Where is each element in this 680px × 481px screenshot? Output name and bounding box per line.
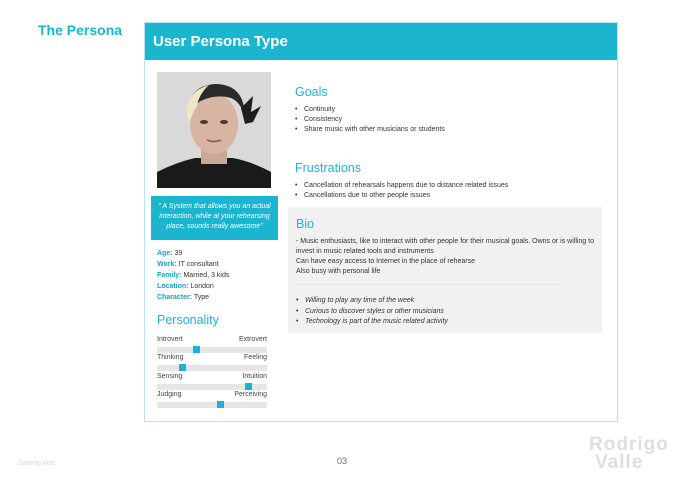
section-title: The Persona [38,22,123,38]
list-item: • Cancellation of rehearsals happens due to distance related issues [295,181,508,191]
info-character [157,292,229,303]
info-value: London [190,283,214,290]
trait-knob [193,346,200,353]
persona-info [157,248,229,303]
brand-line: Valle [595,452,644,473]
list-item: • Continuity [295,105,445,115]
list-item: • Technology is part of the music related activity [296,317,448,328]
bio-title: Bio [296,217,315,231]
goals-list [295,105,445,135]
trait-left-label: Sensing [157,373,183,380]
trait-track [157,365,267,371]
trait-thinking-feeling [157,354,267,374]
list-item: • Share music with other musicians or students [295,125,445,135]
card-title: User Persona Type [153,33,288,50]
trait-right-label: Perceiving [234,391,267,398]
trait-right-label: Extrovert [238,336,267,343]
trait-track [157,402,267,408]
info-value: 39 [174,250,183,257]
bio-line: - Music enthusiasts, like to interact with other people for their musical goals. Owns or is willing to invest in music related tools and instruments [296,238,595,255]
bio-text [296,237,596,277]
info-value: IT consultant [178,261,219,268]
card-header [145,23,617,60]
info-work [157,259,229,270]
info-label: Location: [157,283,189,290]
bio-panel [288,207,602,333]
trait-left-label: Thinking [157,354,184,361]
personality-title: Personality [157,313,219,327]
brand-logo [589,436,669,472]
trait-introvert-extrovert [157,336,267,356]
bio-line: Also busy with personal life [296,268,381,275]
trait-knob [179,364,186,371]
frustrations-title: Frustrations [295,161,361,175]
persona-portrait-image [157,72,271,188]
trait-left-label: Judging [157,391,182,398]
info-family [157,270,229,281]
trait-knob [245,383,252,390]
trait-right-label: Intuition [242,373,267,380]
persona-card [144,22,618,422]
brand-line: Rodrigo [589,434,669,455]
trait-track [157,347,267,353]
persona-quote: " A System that allows you an actual interaction, while at your rehearsing place, sounds really awesome" [151,196,278,240]
list-item: • Willing to play any time of the week [296,296,448,307]
footer-project-name: Jammp ooo [18,460,55,467]
bio-list [296,296,448,328]
trait-track [157,384,267,390]
info-location [157,281,229,292]
info-age [157,248,229,259]
bio-line: Can have easy access to Internet in the place of rehearse [296,258,475,265]
list-item: • Cancellations due to other people issues [295,191,508,201]
info-label: Work: [157,261,177,268]
info-value: Type [193,294,210,301]
bio-divider [296,284,558,285]
info-value: Married, 3 kids [183,272,230,279]
trait-right-label: Feeling [244,354,267,361]
info-label: Family: [157,272,182,279]
list-item: • Consistency [295,115,445,125]
persona-photo [157,72,271,188]
trait-judging-perceiving [157,391,267,411]
goals-title: Goals [295,85,328,99]
trait-sensing-intuition [157,373,267,393]
list-item: • Curious to discover styles or other musicians [296,307,448,318]
trait-knob [217,401,224,408]
frustrations-list [295,181,508,201]
page-number: 03 [337,456,348,466]
trait-left-label: Introvert [157,336,183,343]
info-label: Age: [157,250,173,257]
info-label: Character: [157,294,193,301]
